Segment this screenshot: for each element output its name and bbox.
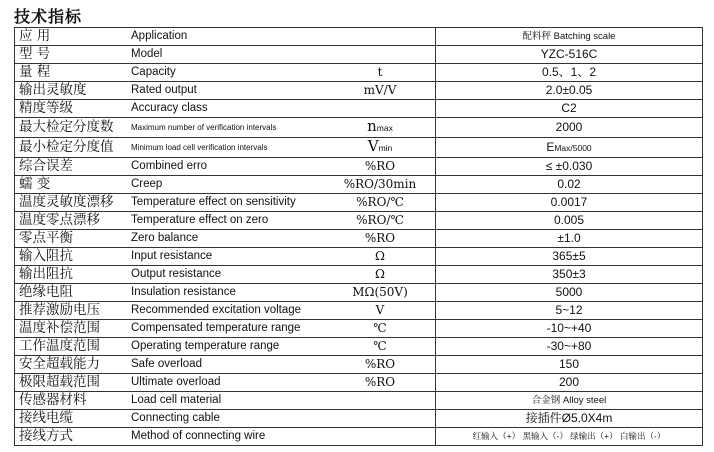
row-label-zh: 极限超载范围 (15, 374, 130, 392)
row-label-zh: 应 用 (15, 28, 130, 46)
table-row (15, 176, 703, 194)
table-row (15, 392, 703, 410)
table-row (15, 46, 703, 64)
table-row (15, 284, 703, 302)
row-label-en: Safe overload (129, 356, 325, 374)
row-label-zh: 推荐激励电压 (15, 302, 130, 320)
row-label-en: Model (129, 46, 325, 64)
row-label-zh: 量 程 (15, 64, 130, 82)
row-value: 2.0±0.05 (436, 82, 703, 100)
row-label-zh: 输入阻抗 (15, 248, 130, 266)
row-unit: Ω (325, 248, 436, 266)
row-value: 2000 (436, 118, 703, 138)
row-value: 365±5 (436, 248, 703, 266)
row-label-en: Output resistance (129, 266, 325, 284)
row-label-en: Accuracy class (129, 100, 325, 118)
row-unit (325, 410, 436, 428)
unit-symbol: n (367, 117, 377, 135)
row-unit (325, 100, 436, 118)
row-label-zh: 最小检定分度值 (15, 138, 130, 158)
page-title: 技术指标 (14, 7, 83, 26)
row-label-zh: 输出灵敏度 (15, 82, 130, 100)
row-unit: %RO/℃ (325, 212, 436, 230)
row-label-en: Method of connecting wire (129, 428, 325, 446)
row-label-zh: 温度补偿范围 (15, 320, 130, 338)
row-label-en: Ultimate overload (129, 374, 325, 392)
row-label-zh: 输出阻抗 (15, 266, 130, 284)
row-unit: %RO/30min (325, 176, 436, 194)
row-label-zh: 温度灵敏度漂移 (15, 194, 130, 212)
value-symbol: E (546, 139, 555, 154)
row-value: 0.02 (436, 176, 703, 194)
row-value: 合金钢 Alloy steel (436, 392, 703, 410)
row-unit: ℃ (325, 338, 436, 356)
table-row (15, 302, 703, 320)
table-row (15, 100, 703, 118)
row-unit (325, 28, 436, 46)
table-row (15, 82, 703, 100)
row-label-en: Recommended excitation voltage (129, 302, 325, 320)
table-row (15, 158, 703, 176)
table-row (15, 28, 703, 46)
row-unit (325, 46, 436, 64)
row-label-zh: 温度零点漂移 (15, 212, 130, 230)
row-label-en: Insulation resistance (129, 284, 325, 302)
table-row (15, 374, 703, 392)
row-label-en: Load cell material (129, 392, 325, 410)
row-label-zh: 工作温度范围 (15, 338, 130, 356)
value-subscript: Max/5000 (554, 142, 592, 153)
row-unit (325, 138, 436, 158)
row-value: 200 (436, 374, 703, 392)
table-row (15, 356, 703, 374)
row-unit (325, 118, 436, 138)
table-row (15, 230, 703, 248)
row-label-en: Temperature effect on sensitivity (129, 194, 325, 212)
row-label-zh: 精度等级 (15, 100, 130, 118)
table-row (15, 248, 703, 266)
table-row (15, 212, 703, 230)
table-row (15, 338, 703, 356)
row-unit (325, 392, 436, 410)
table-row (15, 428, 703, 446)
row-value: 配料秤 Batching scale (436, 28, 703, 46)
row-value: 0.5、1、2 (436, 64, 703, 82)
table-row (15, 320, 703, 338)
row-value: 红输入（+） 黑输入（-） 绿输出（+） 白输出（-） (436, 428, 703, 446)
row-unit: MΩ(50V) (325, 284, 436, 302)
row-unit: ℃ (325, 320, 436, 338)
unit-subscript: max (376, 123, 393, 133)
row-unit (325, 428, 436, 446)
table-row (15, 194, 703, 212)
row-label-en: Application (129, 28, 325, 46)
row-value: 350±3 (436, 266, 703, 284)
row-label-zh: 安全超载能力 (15, 356, 130, 374)
table-row (15, 410, 703, 428)
table-row (15, 64, 703, 82)
row-value: -10~+40 (436, 320, 703, 338)
table-row (15, 138, 703, 158)
row-unit: %RO (325, 374, 436, 392)
row-value: C2 (436, 100, 703, 118)
unit-symbol: V (367, 137, 379, 155)
row-value: ±1.0 (436, 230, 703, 248)
table-row (15, 266, 703, 284)
row-label-en: Zero balance (129, 230, 325, 248)
row-label-zh: 传感器材料 (15, 392, 130, 410)
row-label-en: Rated output (129, 82, 325, 100)
row-label-en: Creep (129, 176, 325, 194)
row-value: YZC-516C (436, 46, 703, 64)
unit-subscript: min (378, 143, 393, 153)
row-value: 0.005 (436, 212, 703, 230)
row-label-en: Input resistance (129, 248, 325, 266)
row-label-en: Compensated temperature range (129, 320, 325, 338)
table-row (15, 118, 703, 138)
row-unit: mV/V (325, 82, 436, 100)
row-label-en: Minimum load cell verification intervals (129, 138, 325, 158)
row-value: 150 (436, 356, 703, 374)
row-value: ≤ ±0.030 (436, 158, 703, 176)
row-unit: %RO (325, 158, 436, 176)
row-label-zh: 零点平衡 (15, 230, 130, 248)
row-label-zh: 最大检定分度数 (15, 118, 130, 138)
row-unit: t (325, 64, 436, 82)
row-label-en: Maximum number of verification intervals (129, 118, 325, 138)
row-label-zh: 蠕 变 (15, 176, 130, 194)
row-unit: Ω (325, 266, 436, 284)
row-label-zh: 综合误差 (15, 158, 130, 176)
row-value: 5~12 (436, 302, 703, 320)
row-label-zh: 型 号 (15, 46, 130, 64)
row-unit: V (325, 302, 436, 320)
row-unit: %RO (325, 356, 436, 374)
row-label-en: Operating temperature range (129, 338, 325, 356)
row-unit: %RO/℃ (325, 194, 436, 212)
row-value: -30~+80 (436, 338, 703, 356)
row-label-zh: 接线方式 (15, 428, 130, 446)
row-label-en: Capacity (129, 64, 325, 82)
row-label-en: Connecting cable (129, 410, 325, 428)
spec-table (14, 27, 703, 446)
row-value (436, 138, 703, 158)
row-value: 0.0017 (436, 194, 703, 212)
row-label-en: Temperature effect on zero (129, 212, 325, 230)
row-label-en: Combined erro (129, 158, 325, 176)
row-value: 5000 (436, 284, 703, 302)
row-label-zh: 接线电缆 (15, 410, 130, 428)
row-label-zh: 绝缘电阻 (15, 284, 130, 302)
row-unit: %RO (325, 230, 436, 248)
row-value: 接插件Ø5.0X4m (436, 410, 703, 428)
